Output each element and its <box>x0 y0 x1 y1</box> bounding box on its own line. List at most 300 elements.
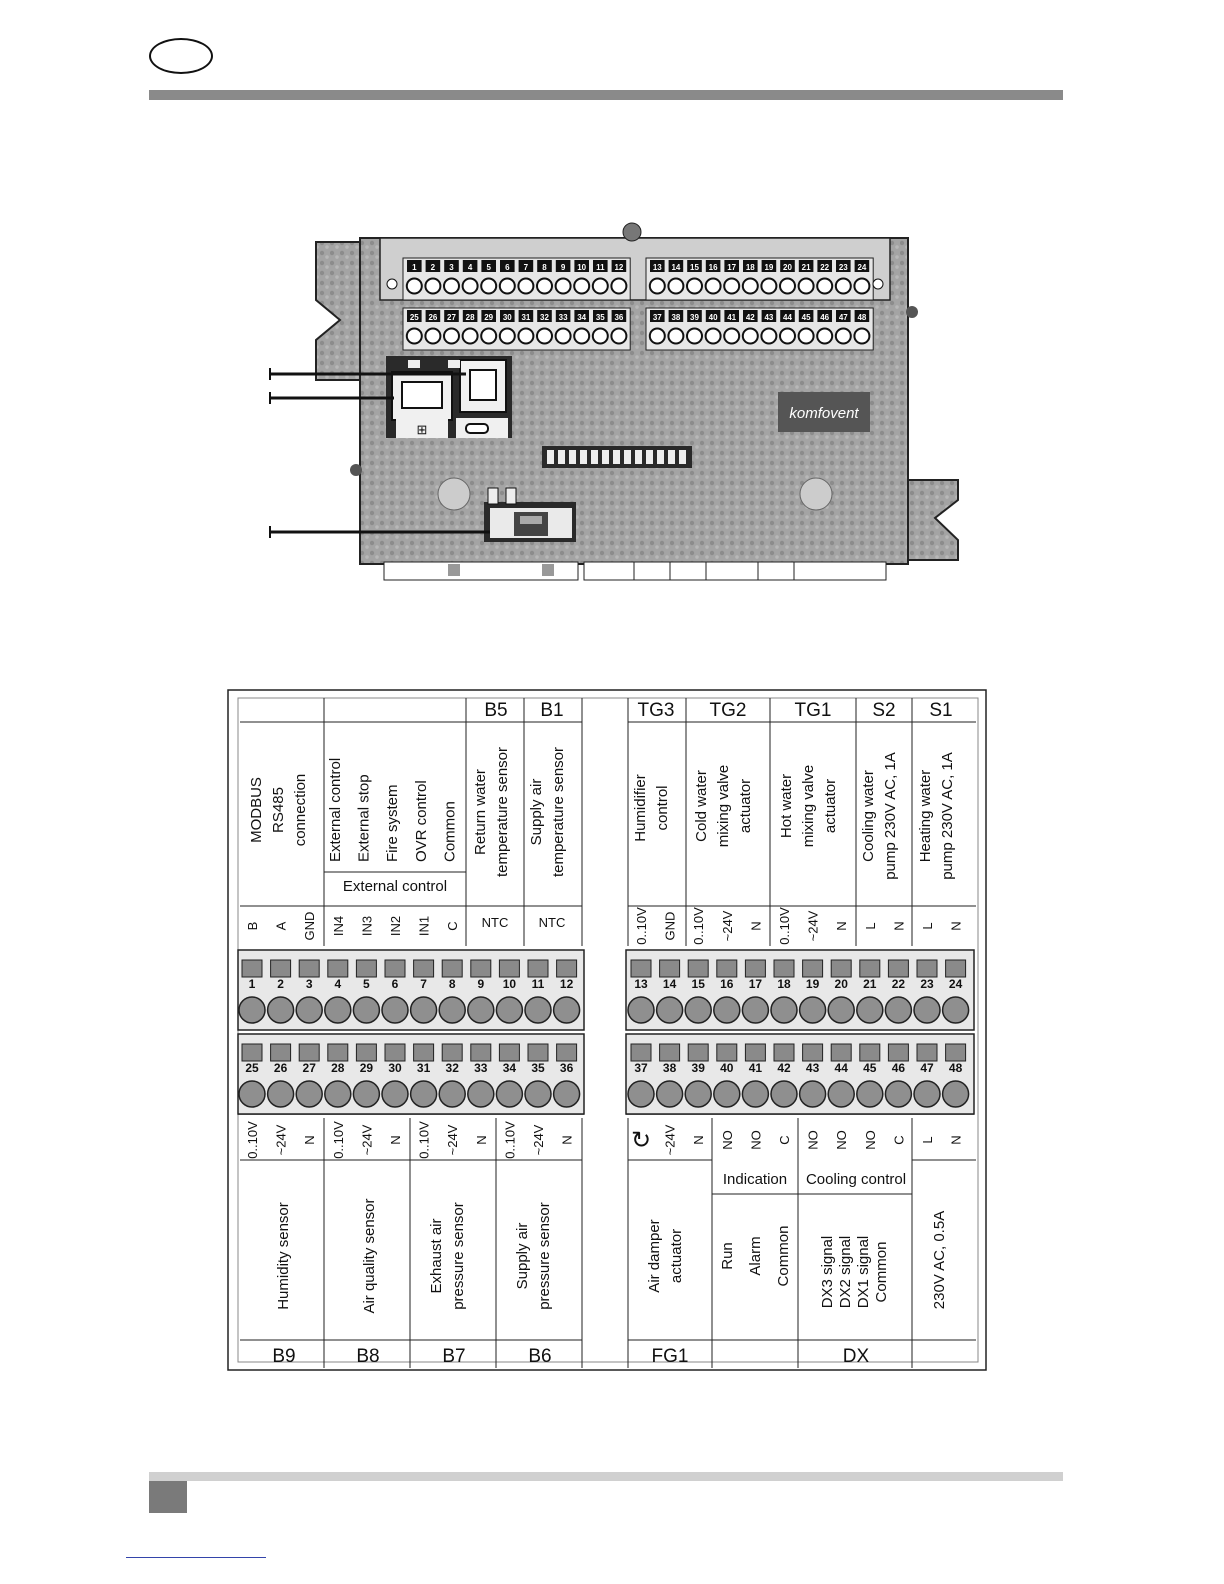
photo-terminal-number: 41 <box>727 313 737 322</box>
terminal-lever <box>660 960 680 977</box>
top-signal: L <box>862 922 878 930</box>
bottom-signal: NO <box>748 1130 764 1150</box>
photo-terminal-number: 28 <box>465 313 475 322</box>
photo-terminal-number: 26 <box>428 313 438 322</box>
label-b6-line: pressure sensor <box>536 1202 553 1310</box>
top-signal: 0..10V <box>777 907 792 945</box>
terminal-number-15: 15 <box>691 977 705 991</box>
photo-terminal-number: 31 <box>521 313 531 322</box>
terminal-number-23: 23 <box>920 977 934 991</box>
photo-terminal-number: 4 <box>467 263 473 272</box>
photo-terminal-number: 6 <box>505 263 510 272</box>
terminal-screw <box>857 997 883 1023</box>
brand-logo: komfovent <box>789 405 859 422</box>
terminal-lever <box>271 960 291 977</box>
photo-terminal-number: 45 <box>801 313 811 322</box>
bottom-signal: 0..10V <box>330 1121 346 1159</box>
page-number-box <box>149 1481 187 1513</box>
terminal-lever <box>385 1044 405 1061</box>
label-b8: Air quality sensor <box>361 1198 378 1314</box>
terminal-number-4: 4 <box>334 977 342 991</box>
photo-terminal-number: 39 <box>690 313 699 322</box>
header-code-tg1: TG1 <box>794 700 832 721</box>
terminal-lever <box>442 960 462 977</box>
photo-terminal-number: 37 <box>652 313 662 322</box>
footer-code-b7: B7 <box>442 1346 466 1367</box>
terminal-lever <box>803 1044 823 1061</box>
label-dx-2: DX1 signal <box>855 1235 872 1309</box>
top-signal: C <box>445 921 461 931</box>
terminal-screw <box>943 997 969 1023</box>
terminal-lever <box>774 1044 794 1061</box>
terminal-number-6: 6 <box>391 977 399 991</box>
terminal-lever <box>631 960 651 977</box>
top-signal: GND <box>302 911 318 941</box>
label-b1 <box>528 747 567 877</box>
terminal-screw <box>771 1081 797 1107</box>
terminal-number-28: 28 <box>331 1061 345 1075</box>
header-code-s1: S1 <box>929 700 953 721</box>
label-modbus-line: MODBUS <box>248 777 265 843</box>
photo-terminal-number: 14 <box>671 263 681 272</box>
terminal-number-27: 27 <box>302 1061 316 1075</box>
top-signal: IN2 <box>388 915 403 937</box>
terminal-screw <box>296 997 322 1023</box>
label-tg2-line: actuator <box>737 778 754 834</box>
terminal-number-10: 10 <box>502 977 517 991</box>
label-s1-line: Heating water <box>917 769 934 863</box>
photo-terminal-number: 24 <box>857 263 867 272</box>
terminal-number-44: 44 <box>834 1061 848 1075</box>
terminal-lever <box>499 1044 519 1061</box>
label-s1 <box>917 752 956 880</box>
label-dx-1: DX2 signal <box>837 1235 854 1309</box>
terminal-lever <box>471 1044 491 1061</box>
label-tg1-line: actuator <box>822 778 839 834</box>
terminal-screw <box>468 997 494 1023</box>
photo-terminal-number: 3 <box>449 263 454 272</box>
terminal-screw <box>885 1081 911 1107</box>
photo-terminal-number: 35 <box>595 313 605 322</box>
photo-terminal-number: 11 <box>596 263 605 272</box>
top-signal: GND <box>662 911 678 941</box>
header-code-b1: B1 <box>540 700 564 721</box>
terminal-number-37: 37 <box>634 1061 648 1075</box>
terminal-screw <box>554 997 580 1023</box>
terminal-number-2: 2 <box>277 977 284 991</box>
photo-terminal-number: 2 <box>430 263 436 272</box>
terminal-number-48: 48 <box>948 1061 963 1075</box>
photo-terminal-number: 30 <box>502 313 512 322</box>
bottom-signal: ~24V <box>662 1124 678 1156</box>
svg-text:⊞: ⊞ <box>416 422 428 437</box>
label-s2-line: Cooling water <box>860 770 877 862</box>
terminal-screw <box>296 1081 322 1107</box>
label-ext-2: Fire system <box>384 784 402 862</box>
terminal-screw <box>382 1081 408 1107</box>
terminal-lever <box>688 1044 708 1061</box>
header-code-tg3: TG3 <box>637 700 675 721</box>
photo-terminal-number: 34 <box>577 313 587 322</box>
terminal-lever <box>356 960 376 977</box>
label-b5 <box>472 747 511 877</box>
terminal-number-3: 3 <box>305 977 313 991</box>
label-b5-line: temperature sensor <box>494 746 511 878</box>
terminal-number-19: 19 <box>805 977 820 991</box>
terminal-number-12: 12 <box>559 977 574 991</box>
terminal-number-45: 45 <box>863 1061 877 1075</box>
terminal-lever <box>414 1044 434 1061</box>
terminal-screw <box>268 997 294 1023</box>
terminal-number-1: 1 <box>248 977 256 991</box>
terminal-lever <box>803 960 823 977</box>
bottom-signal: NO <box>862 1130 878 1150</box>
terminal-lever <box>774 960 794 977</box>
terminal-lever <box>442 1044 462 1061</box>
top-signal: N <box>834 921 850 931</box>
terminal-number-36: 36 <box>559 1061 574 1075</box>
label-b9: Humidity sensor <box>275 1202 292 1310</box>
terminal-lever <box>631 1044 651 1061</box>
label-external-control-caption: External control <box>342 878 448 895</box>
top-signal: 0..10V <box>634 907 649 945</box>
terminal-number-35: 35 <box>531 1061 545 1075</box>
terminal-screw <box>628 997 654 1023</box>
label-b7-line: Exhaust air <box>428 1218 445 1294</box>
label-tg2-line: Cold water <box>693 770 710 842</box>
terminal-lever <box>917 1044 937 1061</box>
top-signal: L <box>920 922 935 930</box>
terminal-screw <box>657 997 683 1023</box>
bottom-signal: N <box>948 1135 964 1145</box>
terminal-number-8: 8 <box>448 977 456 991</box>
header-code-b5: B5 <box>484 700 508 721</box>
label-ext-3: OVR control <box>412 780 430 862</box>
terminal-screw <box>239 1081 265 1107</box>
label-b7-line: pressure sensor <box>450 1202 467 1310</box>
bottom-signal: N <box>388 1135 403 1145</box>
label-indication-1: Alarm <box>747 1236 764 1276</box>
terminal-screw <box>411 997 437 1023</box>
terminal-number-16: 16 <box>720 977 734 991</box>
terminal-screw <box>914 997 940 1023</box>
label-cooling-caption: Cooling control <box>805 1171 907 1188</box>
label-indication-0: Run <box>719 1242 736 1270</box>
photo-terminal-number: 38 <box>671 313 681 322</box>
photo-terminal-number: 29 <box>484 313 494 322</box>
terminal-number-24: 24 <box>948 977 963 991</box>
label-tg3-line: Humidifier <box>632 774 649 842</box>
label-tg2-line: mixing valve <box>715 764 732 848</box>
terminal-number-43: 43 <box>805 1061 820 1075</box>
terminal-number-9: 9 <box>477 977 485 991</box>
terminal-number-22: 22 <box>891 977 906 991</box>
terminal-number-33: 33 <box>474 1061 488 1075</box>
photo-terminal-number: 5 <box>486 263 491 272</box>
photo-terminal-number: 18 <box>745 263 755 272</box>
terminal-number-30: 30 <box>388 1061 402 1075</box>
bottom-signal: L <box>920 1136 935 1144</box>
terminal-lever <box>831 960 851 977</box>
label-indication-2: Common <box>775 1225 792 1287</box>
terminal-screw <box>525 997 551 1023</box>
rotation-symbol: ↻ <box>630 1127 652 1154</box>
photo-terminal-number: 33 <box>558 313 568 322</box>
bottom-signal: ~24V <box>359 1124 375 1156</box>
top-signal: ~24V <box>719 910 735 942</box>
terminal-lever <box>831 1044 851 1061</box>
terminal-lever <box>242 960 262 977</box>
bottom-signal: N <box>473 1135 489 1145</box>
photo-terminal-number: 40 <box>708 313 718 322</box>
terminal-number-29: 29 <box>359 1061 374 1075</box>
terminal-number-34: 34 <box>502 1061 517 1075</box>
photo-terminal-number: 8 <box>542 263 547 272</box>
terminal-lever <box>499 960 519 977</box>
terminal-number-32: 32 <box>445 1061 459 1075</box>
terminal-screw <box>496 1081 522 1107</box>
photo-terminal-number: 10 <box>577 263 587 272</box>
label-modbus <box>248 774 309 847</box>
label-modbus-line: connection <box>292 773 309 847</box>
terminal-number-20: 20 <box>834 977 848 991</box>
photo-terminal-number: 47 <box>838 313 848 322</box>
terminal-lever <box>271 1044 291 1061</box>
photo-terminal-number: 42 <box>745 313 755 322</box>
terminal-lever <box>717 1044 737 1061</box>
terminal-screw <box>771 997 797 1023</box>
label-fg1-line: actuator <box>668 1228 685 1284</box>
terminal-screw <box>325 997 351 1023</box>
label-fg1 <box>646 1219 685 1292</box>
bottom-signal: C <box>777 1135 792 1145</box>
terminal-lever <box>242 1044 262 1061</box>
photo-terminal-number: 16 <box>708 263 718 272</box>
bottom-signal: ~24V <box>273 1124 289 1156</box>
terminal-lever <box>745 960 765 977</box>
bottom-signal: C <box>891 1135 907 1145</box>
terminal-lever <box>888 960 908 977</box>
photo-terminal-number: 19 <box>764 263 774 272</box>
terminal-screw <box>628 1081 654 1107</box>
label-s2 <box>860 752 899 880</box>
bottom-signal: NO <box>805 1130 821 1150</box>
terminal-lever <box>528 960 548 977</box>
terminal-number-7: 7 <box>420 977 427 991</box>
photo-terminal-number: 17 <box>727 263 737 272</box>
terminal-number-26: 26 <box>273 1061 288 1075</box>
top-signal: N <box>748 921 764 931</box>
terminal-lever <box>471 960 491 977</box>
top-signal-ntc: NTC <box>481 915 509 930</box>
header-code-s2: S2 <box>872 700 896 721</box>
label-tg1-line: Hot water <box>778 773 795 839</box>
terminal-number-47: 47 <box>920 1061 934 1075</box>
terminal-screw <box>828 1081 854 1107</box>
label-ext-1: External stop <box>355 774 373 862</box>
label-tg3 <box>632 774 671 842</box>
label-tg1 <box>778 765 839 848</box>
terminal-number-18: 18 <box>777 977 791 991</box>
photo-terminal-number: 22 <box>820 263 830 272</box>
top-signal-ntc: NTC <box>538 915 566 930</box>
photo-terminal-number: 15 <box>690 263 699 272</box>
terminal-lever <box>860 960 880 977</box>
terminal-lever <box>860 1044 880 1061</box>
terminal-number-42: 42 <box>777 1061 791 1075</box>
top-signal: ~24V <box>805 910 821 942</box>
terminal-lever <box>946 1044 966 1061</box>
bottom-signal: NO <box>719 1130 735 1150</box>
bottom-signal: N <box>302 1135 318 1145</box>
terminal-screw <box>742 997 768 1023</box>
bottom-signal: ~24V <box>445 1124 461 1156</box>
terminal-number-25: 25 <box>245 1061 259 1075</box>
terminal-number-21: 21 <box>863 977 877 991</box>
terminal-screw <box>800 997 826 1023</box>
photo-terminal-number: 9 <box>560 263 566 272</box>
label-tg2 <box>693 765 754 848</box>
label-tg1-line: mixing valve <box>800 764 817 848</box>
top-signal: IN1 <box>416 915 432 937</box>
terminal-screw <box>439 1081 465 1107</box>
terminal-screw <box>468 1081 494 1107</box>
terminal-lever <box>717 960 737 977</box>
photo-terminal-number: 44 <box>783 313 792 322</box>
terminal-lever <box>888 1044 908 1061</box>
label-b5-line: Return water <box>472 769 489 855</box>
terminal-lever <box>299 1044 319 1061</box>
terminal-lever <box>946 960 966 977</box>
terminal-screw <box>657 1081 683 1107</box>
terminal-number-5: 5 <box>363 977 370 991</box>
terminal-lever <box>528 1044 548 1061</box>
terminal-screw <box>439 997 465 1023</box>
photo-terminal-number: 48 <box>857 313 867 322</box>
bottom-signal: ~24V <box>531 1124 546 1156</box>
terminal-screw <box>885 997 911 1023</box>
terminal-screw <box>685 1081 711 1107</box>
top-signal: IN3 <box>359 915 375 937</box>
footer-code-b8: B8 <box>356 1346 380 1367</box>
terminal-screw <box>411 1081 437 1107</box>
photo-terminal-number: 25 <box>409 313 419 322</box>
photo-terminal-number: 21 <box>801 263 811 272</box>
label-b1-line: Supply air <box>528 778 545 846</box>
terminal-lever <box>917 960 937 977</box>
terminal-number-13: 13 <box>634 977 648 991</box>
label-b1-line: temperature sensor <box>550 746 567 878</box>
footer-code-fg1: FG1 <box>651 1346 689 1367</box>
terminal-screw <box>239 997 265 1023</box>
photo-terminal-number: 1 <box>412 263 417 272</box>
terminal-lever <box>385 960 405 977</box>
bottom-signal: 0..10V <box>245 1121 260 1159</box>
photo-terminal-number: 27 <box>447 313 456 322</box>
label-dx-0: DX3 signal <box>819 1235 836 1309</box>
top-signal: N <box>891 921 907 931</box>
top-signal: N <box>948 921 964 931</box>
terminal-screw <box>714 1081 740 1107</box>
label-ext-4: Common <box>441 801 459 862</box>
terminal-lever <box>557 1044 577 1061</box>
bottom-signal: 0..10V <box>416 1121 432 1159</box>
label-fg1-line: Air damper <box>646 1219 663 1293</box>
terminal-screw <box>268 1081 294 1107</box>
terminal-lever <box>356 1044 376 1061</box>
label-ext-0: External control <box>327 757 344 862</box>
photo-terminal-number: 43 <box>764 313 774 322</box>
label-b6-line: Supply air <box>514 1222 531 1290</box>
terminal-lever <box>328 960 348 977</box>
photo-terminal-number: 13 <box>652 263 662 272</box>
terminal-screw <box>382 997 408 1023</box>
photo-terminal-number: 20 <box>783 263 792 272</box>
label-b7 <box>428 1202 467 1310</box>
terminal-screw <box>742 1081 768 1107</box>
top-signal: IN4 <box>330 915 346 937</box>
terminal-number-40: 40 <box>720 1061 734 1075</box>
photo-terminal-number: 7 <box>523 263 529 272</box>
terminal-lever <box>688 960 708 977</box>
terminal-screw <box>857 1081 883 1107</box>
terminal-screw <box>914 1081 940 1107</box>
photo-terminal-number: 46 <box>820 313 830 322</box>
photo-terminal-number: 12 <box>614 263 624 272</box>
terminal-screw <box>828 997 854 1023</box>
terminal-screw <box>353 997 379 1023</box>
terminal-number-46: 46 <box>891 1061 906 1075</box>
terminal-lever <box>745 1044 765 1061</box>
label-s2-line: pump 230V AC, 1A <box>882 752 899 880</box>
bottom-signal: 0..10V <box>502 1121 518 1159</box>
header-code-tg2: TG2 <box>709 700 747 721</box>
photo-terminal-number: 36 <box>614 313 624 322</box>
terminal-screw <box>325 1081 351 1107</box>
terminal-screw <box>554 1081 580 1107</box>
top-signal: 0..10V <box>691 907 707 945</box>
terminal-number-41: 41 <box>748 1061 763 1075</box>
terminal-screw <box>353 1081 379 1107</box>
terminal-number-11: 11 <box>531 977 545 991</box>
label-indication-caption: Indication <box>722 1171 788 1188</box>
footer-rule <box>149 1472 1063 1481</box>
label-b6 <box>514 1202 553 1310</box>
label-dx-3: Common <box>873 1241 890 1303</box>
terminal-lever <box>557 960 577 977</box>
photo-terminal-number: 32 <box>540 313 549 322</box>
terminal-screw <box>800 1081 826 1107</box>
bottom-signal: N <box>691 1135 707 1145</box>
terminal-number-38: 38 <box>662 1061 677 1075</box>
terminal-screw <box>496 997 522 1023</box>
label-tg3-line: control <box>654 785 671 831</box>
bottom-signal: NO <box>834 1130 850 1150</box>
terminal-screw <box>714 997 740 1023</box>
top-signal: A <box>273 921 289 931</box>
terminal-screw <box>525 1081 551 1107</box>
label-s1-line: pump 230V AC, 1A <box>939 752 956 880</box>
bottom-signal: N <box>559 1135 575 1145</box>
terminal-number-17: 17 <box>748 977 763 991</box>
footer-code-b6: B6 <box>528 1346 552 1367</box>
terminal-lever <box>414 960 434 977</box>
label-power: 230V AC, 0.5A <box>931 1210 948 1310</box>
terminal-number-14: 14 <box>662 977 677 991</box>
terminal-screw <box>685 997 711 1023</box>
terminal-screw <box>943 1081 969 1107</box>
footer-code-dx: DX <box>842 1346 870 1367</box>
